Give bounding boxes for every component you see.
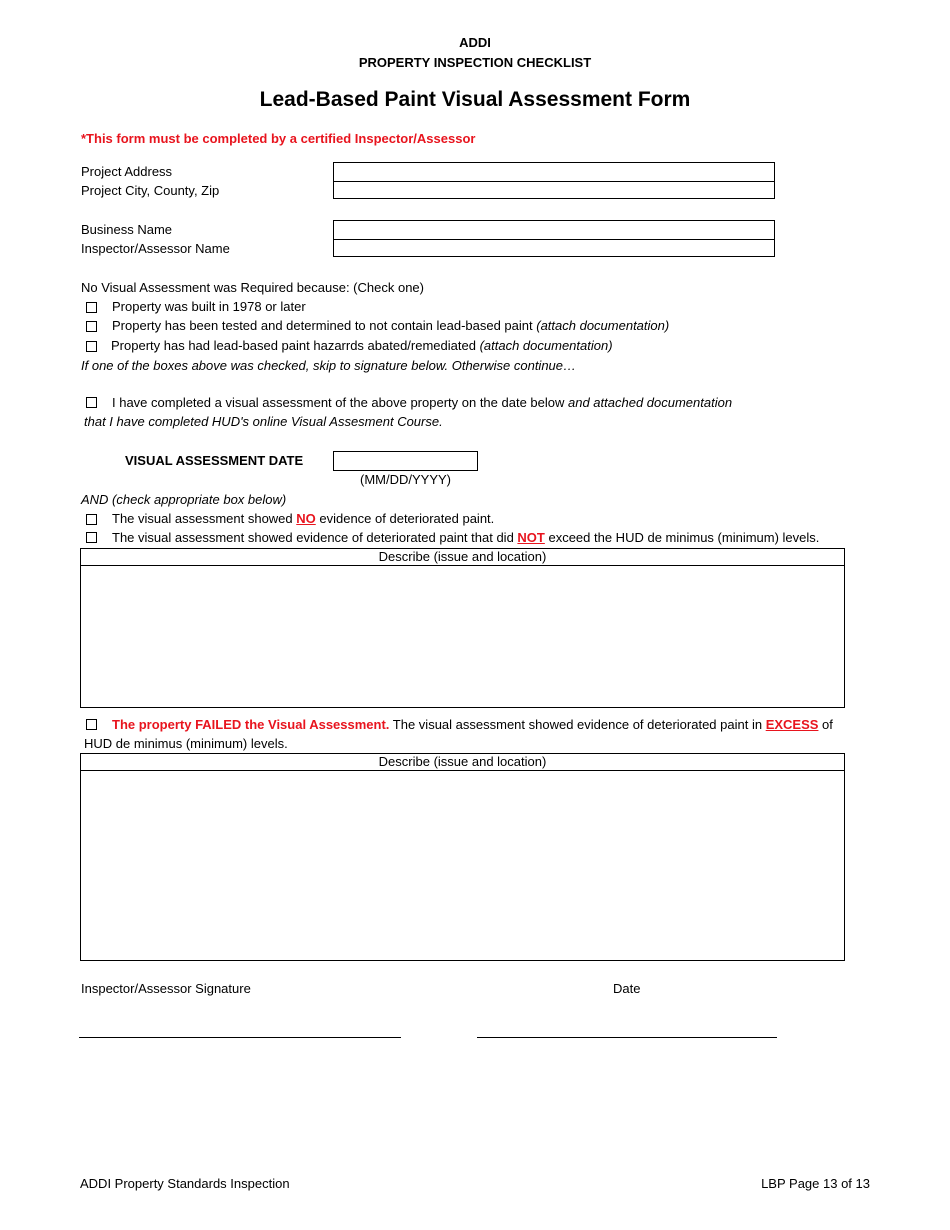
not-exceed-checkbox[interactable]: [86, 532, 97, 543]
assessment-date-field[interactable]: [333, 451, 478, 471]
abated-text: Property has had lead-based paint hazarrds abated/remediated: [111, 338, 480, 353]
signature-label: Inspector/Assessor Signature: [81, 981, 251, 996]
certification-notice: *This form must be completed by a certified Inspector/Assessor: [81, 131, 476, 146]
failed-excess: EXCESS: [765, 717, 819, 732]
built-after-1978-label: Property was built in 1978 or later: [112, 299, 306, 314]
business-name-label: Business Name: [81, 222, 173, 237]
date-format-hint: (MM/DD/YYYY): [360, 472, 451, 487]
no-evidence-checkbox[interactable]: [86, 514, 97, 525]
tested-no-lead-label: [112, 318, 669, 333]
describe-textarea-2[interactable]: [81, 771, 844, 960]
not-exceed-emphasis: NOT: [517, 530, 545, 545]
describe-header-2: Describe (issue and location): [81, 754, 844, 771]
tested-no-lead-note: (attach documentation): [536, 318, 670, 333]
footer-page-number: LBP Page 13 of 13: [761, 1176, 870, 1191]
abated-label: [111, 338, 613, 353]
inspector-name-field[interactable]: [333, 239, 775, 257]
failed-mid: The visual assessment showed evidence of deteriorated paint in: [389, 717, 766, 732]
completed-text: I have completed a visual assessment of the above property on the date below: [112, 395, 568, 410]
describe-box-1: [80, 548, 845, 708]
form-subtitle: PROPERTY INSPECTION CHECKLIST: [358, 55, 592, 70]
no-evidence-pre: The visual assessment showed: [112, 511, 297, 526]
no-evidence-emphasis: NO: [296, 511, 316, 526]
failed-emphasis: The property FAILED the Visual Assessment.: [112, 717, 390, 732]
check-below-note: AND (check appropriate box below): [81, 492, 287, 507]
completed-assessment-checkbox[interactable]: [86, 397, 97, 408]
project-address-field[interactable]: [333, 162, 775, 181]
describe-header-1: Describe (issue and location): [81, 549, 844, 566]
failed-post: of: [818, 717, 833, 732]
project-city-field[interactable]: [333, 181, 775, 199]
project-city-label: Project City, County, Zip: [81, 183, 220, 198]
inspector-name-label: Inspector/Assessor Name: [81, 241, 230, 256]
not-exceed-post: exceed the HUD de minimus (minimum) levels.: [544, 530, 820, 545]
completed-assessment-line2: that I have completed HUD's online Visual Assesment Course.: [84, 414, 443, 429]
tested-no-lead-checkbox[interactable]: [86, 321, 97, 332]
no-assessment-heading: No Visual Assessment was Required because: (Check one): [81, 280, 424, 295]
project-address-label: Project Address: [81, 164, 173, 179]
completed-assessment-line1: [112, 395, 732, 410]
describe-textarea-1[interactable]: [81, 566, 844, 707]
no-evidence-post: evidence of deteriorated paint.: [315, 511, 495, 526]
org-name: ADDI: [459, 35, 491, 50]
date-label: Date: [613, 981, 641, 996]
assessment-date-label: VISUAL ASSESSMENT DATE: [125, 453, 304, 468]
signature-line[interactable]: [79, 1037, 401, 1038]
failed-label-line2: HUD de minimus (minimum) levels.: [84, 736, 288, 751]
not-exceed-label: [112, 530, 819, 545]
abated-note: (attach documentation): [479, 338, 613, 353]
no-evidence-label: [112, 511, 494, 526]
describe-box-2: [80, 753, 845, 961]
abated-checkbox[interactable]: [86, 341, 97, 352]
page-title: Lead-Based Paint Visual Assessment Form: [259, 88, 691, 111]
completed-italic: and attached documentation: [568, 395, 733, 410]
not-exceed-pre: The visual assessment showed evidence of deteriorated paint that did: [112, 530, 518, 545]
built-after-1978-checkbox[interactable]: [86, 302, 97, 313]
skip-instruction: If one of the boxes above was checked, skip to signature below. Otherwise continue…: [81, 358, 577, 373]
signature-date-line[interactable]: [477, 1037, 777, 1038]
failed-label: [112, 717, 833, 732]
failed-checkbox[interactable]: [86, 719, 97, 730]
tested-no-lead-text: Property has been tested and determined to not contain lead-based paint: [112, 318, 537, 333]
footer-left: ADDI Property Standards Inspection: [80, 1176, 290, 1191]
business-name-field[interactable]: [333, 220, 775, 239]
